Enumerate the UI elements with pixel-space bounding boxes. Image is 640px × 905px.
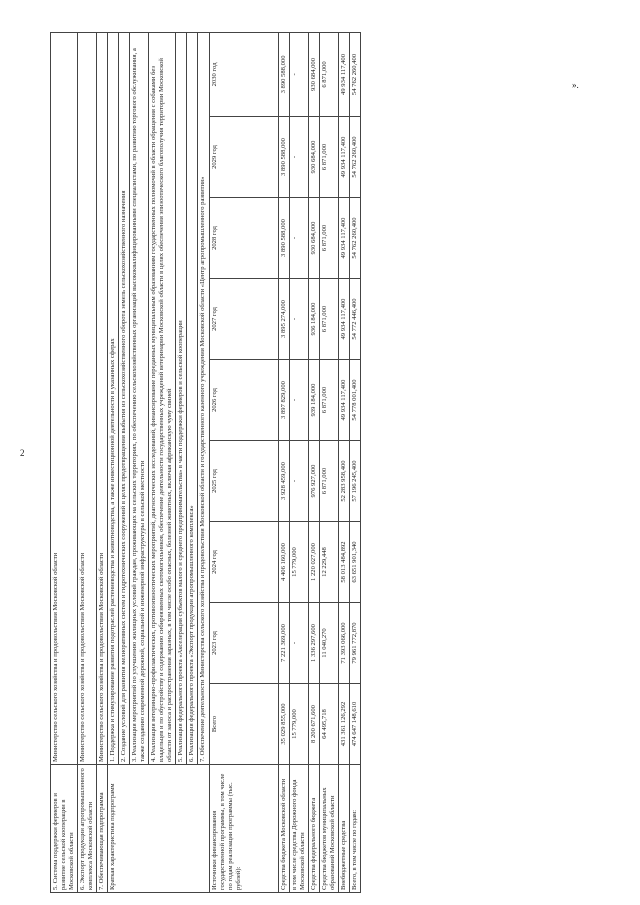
row-value: Министерство сельского хозяйства и продовольствия Московской области — [97, 32, 108, 764]
finance-cell: 79 961 772,870 — [349, 603, 360, 684]
characteristic-item: 7. Обеспечение деятельности Министерства сельского хозяйства и продовольствия Московской области и государственного казенного учреждения Московской области «Центр агропромышленного развития» — [198, 32, 209, 764]
row-value: Министерство сельского хозяйства и продовольствия Московской области — [78, 32, 97, 764]
closing-quote-mark: ». — [572, 80, 579, 90]
finance-row — [319, 32, 338, 892]
column-header: 2024 год — [209, 522, 278, 603]
finance-row-label: Средства федерального бюджета — [308, 765, 319, 893]
finance-cell: 15 779,000 — [289, 522, 308, 603]
finance-cell: - — [289, 441, 308, 522]
finance-cell: 6 871,000 — [319, 32, 338, 116]
finance-cell: - — [289, 603, 308, 684]
finance-cell: 58 013 484,892 — [338, 522, 349, 603]
page-number: 2 — [20, 448, 25, 458]
finance-cell: 936 184,000 — [308, 279, 319, 360]
column-header: Всего — [209, 684, 278, 765]
finance-cell: - — [289, 360, 308, 441]
finance-cell: 6 871,000 — [319, 117, 338, 198]
finance-cell: 35 029 855,000 — [278, 684, 289, 765]
finance-cell: 3 895 274,000 — [278, 279, 289, 360]
finance-cell: 7 221 369,000 — [278, 603, 289, 684]
finance-cell: 54 762 260,400 — [349, 117, 360, 198]
finance-cell: 930 684,000 — [308, 198, 319, 279]
column-header: 2028 год — [209, 198, 278, 279]
characteristic-item: 3. Реализация мероприятий по улучшению жилищных условий граждан, проживающих на сельских территориях, по обеспечению сельскохозяйственных организаций высококвалифицированными специалистами, по развитию торгового обслуживания, а также созданию современной дорожной, социальной и инженерной инфраструктуры в сельской местности — [130, 32, 149, 764]
finance-header-label: Источники финансирования государственной программы, в том числе по годам реализации программы (тыс. рублей): — [209, 765, 278, 893]
finance-row-label: в том числе средства Дорожного фонда Московской области — [289, 765, 308, 893]
finance-row — [278, 32, 289, 892]
finance-cell: 49 934 117,400 — [338, 32, 349, 116]
rotated-table-page — [50, 33, 610, 893]
characteristic-item: 2. Создание условий для развития мелиоративных систем и гидротехнических сооружений в целях предотвращения выбытия из сельскохозяйственного оборота земель сельскохозяйственного назначения — [119, 32, 130, 764]
row-value: Министерство сельского хозяйства и продовольствия Московской области — [51, 32, 78, 764]
finance-cell: 939 184,000 — [308, 360, 319, 441]
finance-cell: 63 651 901,340 — [349, 522, 360, 603]
finance-cell: 54 762 260,400 — [349, 32, 360, 116]
finance-cell: 431 361 126,292 — [338, 684, 349, 765]
finance-cell: 6 871,000 — [319, 441, 338, 522]
finance-cell: 71 393 066,000 — [338, 603, 349, 684]
characteristic-row — [149, 32, 176, 892]
finance-cell: - — [289, 117, 308, 198]
finance-cell: 4 406 160,000 — [278, 522, 289, 603]
column-header: 2023 год — [209, 603, 278, 684]
finance-cell: 49 934 117,400 — [338, 198, 349, 279]
characteristic-row — [119, 32, 130, 892]
row-label: 6. Экспорт продукции агропромышленного комплекса Московской области — [78, 765, 97, 893]
finance-cell: 3 890 588,000 — [278, 32, 289, 116]
finance-cell: 1 336 297,600 — [308, 603, 319, 684]
characteristic-row — [108, 32, 119, 892]
finance-cell: 3 890 588,000 — [278, 117, 289, 198]
finance-header-row — [209, 32, 278, 892]
finance-cell: 8 200 671,600 — [308, 684, 319, 765]
finance-cell: 11 040,270 — [319, 603, 338, 684]
finance-cell: 3 890 588,000 — [278, 198, 289, 279]
finance-cell: 474 647 148,610 — [349, 684, 360, 765]
finance-cell: 49 934 117,400 — [338, 360, 349, 441]
characteristic-item: 5. Реализация федерального проекта «Акселерация субъектов малого и среднего предпринимательства» в части поддержки фермеров и сельской кооперации — [176, 32, 187, 764]
finance-total-row — [349, 32, 360, 892]
characteristic-label: Краткая характеристика подпрограмм — [108, 765, 209, 893]
column-header: 2026 год — [209, 360, 278, 441]
row-label: 7. Обеспечивающая подпрограмма — [97, 765, 108, 893]
finance-cell: 930 684,000 — [308, 117, 319, 198]
finance-cell: 3 928 459,000 — [278, 441, 289, 522]
finance-cell: - — [289, 32, 308, 116]
subprogram-row — [97, 32, 108, 892]
characteristic-row — [130, 32, 149, 892]
finance-cell: 54 772 446,400 — [349, 279, 360, 360]
characteristic-item: 6. Реализация федерального проекта «Экспорт продукции агропромышленного комплекса» — [187, 32, 198, 764]
column-header: 2025 год — [209, 441, 278, 522]
finance-cell: 49 934 117,400 — [338, 279, 349, 360]
subprogram-row — [51, 32, 78, 892]
finance-cell: 6 871,000 — [319, 198, 338, 279]
finance-cell: 49 934 117,400 — [338, 117, 349, 198]
program-passport-table — [50, 32, 361, 893]
finance-cell: 64 495,718 — [319, 684, 338, 765]
finance-cell: 54 762 260,400 — [349, 198, 360, 279]
finance-cell: 57 196 245,400 — [349, 441, 360, 522]
finance-row-label: Средства бюджета Московской области — [278, 765, 289, 893]
characteristic-row — [198, 32, 209, 892]
column-header: 2029 год — [209, 117, 278, 198]
finance-cell: 15 779,000 — [289, 684, 308, 765]
row-label: 5. Система поддержки фермеров и развитие сельской кооперации в Московской области — [51, 765, 78, 893]
finance-row — [338, 32, 349, 892]
finance-cell: 54 778 001,400 — [349, 360, 360, 441]
finance-cell: 3 897 829,000 — [278, 360, 289, 441]
finance-cell: 1 220 027,000 — [308, 522, 319, 603]
subprogram-row — [78, 32, 97, 892]
characteristic-row — [176, 32, 187, 892]
finance-cell: - — [289, 279, 308, 360]
finance-row-label: Всего, в том числе по годам: — [349, 765, 360, 893]
finance-cell: 12 229,448 — [319, 522, 338, 603]
finance-row — [289, 32, 308, 892]
column-header: 2030 год — [209, 32, 278, 116]
column-header: 2027 год — [209, 279, 278, 360]
finance-cell: 52 283 958,400 — [338, 441, 349, 522]
finance-cell: 976 927,000 — [308, 441, 319, 522]
characteristic-item: 1. Поддержка и стимулирование развития подотраслей растениеводства и животноводства, а также инвестиционной деятельности в указанных сферах — [108, 32, 119, 764]
finance-cell: 6 871,000 — [319, 279, 338, 360]
finance-row — [308, 32, 319, 892]
characteristic-item: 4. Реализация ветеринарно-профилактических, противоэпизоотических мероприятий, диагностических исследований, финансирование переданных муниципальным образованиям государственных полномочий в области обращения с собаками без владельцев и по обустройству и содержанию сибиреязвенных скотомогильников, обеспечение деятельности государственных учреждений ветеринарии Московской области в целях обеспечения эпизоотического благополучия территории Московской области от заноса и распространения заразных, в том числе особо опасных, болезней животных, включая африканскую чуму свиней — [149, 32, 176, 764]
finance-cell: 930 684,000 — [308, 32, 319, 116]
finance-row-label: Внебюджетные средства — [338, 765, 349, 893]
finance-row-label: Средства бюджетов муниципальных образований Московской области — [319, 765, 338, 893]
finance-cell: 6 871,000 — [319, 360, 338, 441]
finance-cell: - — [289, 198, 308, 279]
characteristic-row — [187, 32, 198, 892]
